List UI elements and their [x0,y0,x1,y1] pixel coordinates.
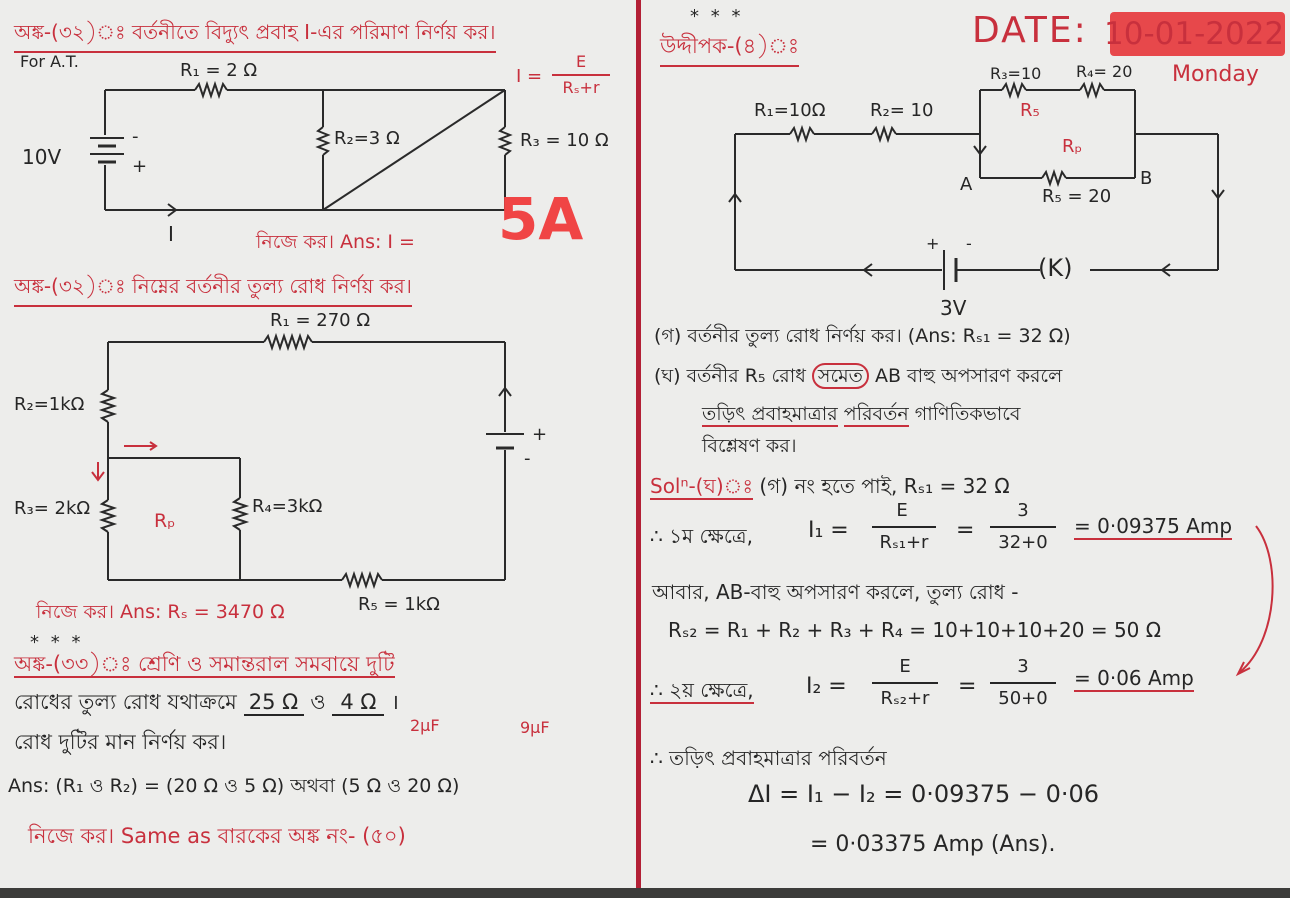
day-label: Monday [1172,62,1259,87]
c3-r3-label: R₃=10 [990,64,1042,83]
p3-line3: রোধ দুটির মান নির্ণয় কর। [14,730,227,754]
again-line: আবার, AB-বাহু অপসারণ করলে, তুল্য রোধ - [652,580,1019,604]
q-gha-1-circled: সমেত [812,363,869,389]
solution-label: Solⁿ-(ঘ)ঃ [650,474,754,498]
p1-self-answer: নিজে কর। Ans: I = [256,231,415,253]
p2-r1-label: R₁ = 270 Ω [270,310,371,331]
p1-formula-bar [552,74,610,76]
case2-den2: 50+0 [998,688,1048,709]
p2-battery-pos: + [532,424,548,445]
p1-formula-den: Rₛ+r [562,78,600,97]
case1-bar2 [990,526,1056,528]
p3-line2-end: । [391,690,400,714]
p3-sub2: 9µF [520,718,550,737]
p3-line2 [14,686,399,721]
stimulus-4-heading: উদ্দীপক-(৪)ঃ [660,30,799,67]
p3-val1: 25 Ω [244,690,304,716]
question-gha-line2 [702,400,1021,432]
p3-sub1: 2µF [410,716,440,735]
q-gha-2-pre: তড়িৎ প্রবাহমাত্রার [702,403,838,425]
case1-bar [872,526,936,528]
p2-r4-label: R₄=3kΩ [252,496,323,517]
p1-current-label: I [168,222,174,246]
p1-formula-lhs: I = [516,66,543,87]
p1-formula-num: E [575,52,587,71]
question-gha-line1 [654,362,1062,394]
case1-den2: 32+0 [998,532,1048,553]
solution-text: (গ) নং হতে পাই, Rₛ₁ = 32 Ω [759,474,1010,498]
case2-result-text: = 0·06 Amp [1074,666,1194,690]
p1-r3-label: R₃ = 10 Ω [520,130,609,151]
question-ga: (গ) বর্তনীর তুল্য রোধ নির্ণয় কর। (Ans: Rₛ₁ = 32 Ω) [654,325,1071,347]
case1-eq: = [956,518,975,543]
p2-rp-label: Rₚ [154,510,176,532]
c3-r5-red-label: R₅ [1020,100,1040,121]
q-gha-2-post: গাণিতিকভাবে [914,403,1021,425]
p1-battery-label: 10V [22,145,62,169]
c3-r2-label: R₂= 10 [870,100,934,121]
q-gha-1-post: AB বাহু অপসারণ করলে [874,365,1063,387]
c3-battery-neg: - [966,234,972,253]
case1-label: ∴ ১ম ক্ষেত্রে, [650,524,753,548]
c3-battery-pos: + [926,234,940,253]
p2-answer: নিজে কর। Ans: Rₛ = 3470 Ω [36,601,285,623]
p2-battery-neg: - [524,448,531,469]
case2-bar2 [990,682,1056,684]
case1-result-text: = 0·09375 Amp [1074,514,1233,538]
delta-line: ΔI = I₁ − I₂ = 0·09375 − 0·06 [748,780,1100,808]
board-frame-bottom [0,888,1290,898]
p2-r3-label: R₃= 2kΩ [14,498,91,519]
problem-33-heading [14,648,395,683]
p3-answer: Ans: (R₁ ও R₂) = (20 Ω ও 5 Ω) অথবা (5 Ω ও 20 Ω) [8,775,460,797]
p1-answer-5a: 5A [498,185,584,253]
p3-line2-pre: রোধের তুল্য রোধ যথাক্রমে [14,690,237,714]
case1-lhs: I₁ = [808,518,849,543]
case1-den: Rₛ₁+r [879,532,929,553]
case2-num2: 3 [1017,656,1029,677]
p2-r2-label: R₂=1kΩ [14,394,85,415]
p1-battery-neg: - [132,126,139,147]
circuit-2 [0,300,636,600]
for-at-note: For A.T. [20,52,79,71]
case1-num2: 3 [1017,500,1029,521]
p3-stars: * * * [30,632,84,653]
c3-node-b: B [1140,168,1153,189]
solution-line [650,472,1010,505]
date-label: DATE: [972,10,1088,51]
case2-result [1074,666,1194,690]
circuit-3 [640,0,1290,320]
p3-val2: 4 Ω [332,690,384,716]
change-label: ∴ তড়িৎ প্রবাহমাত্রার পরিবর্তন [650,746,887,770]
p1-r1-label: R₁ = 2 Ω [180,60,258,81]
c3-rp-label: Rₚ [1062,136,1083,157]
p2-r5-label: R₅ = 1kΩ [358,594,440,615]
c3-key-label[interactable]: (K) [1038,254,1073,282]
case2-num: E [899,656,911,677]
p3-line2-mid: ও [310,690,326,714]
red-arrow-link [1200,520,1290,690]
rs2-line: Rₛ₂ = R₁ + R₂ + R₃ + R₄ = 10+10+10+20 = 50 Ω [668,618,1162,642]
q-gha-1-pre: (ঘ) বর্তনীর R₅ রোধ [654,365,806,387]
delta-result: = 0·03375 Amp (Ans). [810,832,1056,857]
case2-den: Rₛ₂+r [880,688,930,709]
c3-r4-label: R₄= 20 [1076,62,1133,81]
p3-heading-text: অঙ্ক-(৩৩)ঃ শ্রেণি ও সমান্তরাল সমবায়ে দুটি [14,652,395,676]
case2-lhs: I₂ = [806,674,847,699]
p1-r2-label: R₂=3 Ω [334,128,400,149]
p1-battery-pos: + [132,156,148,177]
right-stars: * * * [690,6,744,27]
c3-r5-value-label: R₅ = 20 [1042,186,1112,207]
date-value: 10-01-2022 [1104,16,1285,52]
case1-num: E [896,500,908,521]
question-gha-line3: বিশ্লেষণ কর। [702,435,797,457]
c3-r1-label: R₁=10Ω [754,100,826,121]
case2-bar [872,682,938,684]
problem-32a-heading: অঙ্ক-(৩২)ঃ বর্তনীতে বিদ্যুৎ প্রবাহ I-এর পরিমাণ নির্ণয় কর। [14,18,496,53]
problem-32b-heading: অঙ্ক-(৩২)ঃ নিম্নের বর্তনীর তুল্য রোধ নির্ণয় কর। [14,272,412,307]
case2-label-text: ∴ ২য় ক্ষেত্রে, [650,678,754,702]
p3-footer: নিজে কর। Same as বারকের অঙ্ক নং- (৫০) [28,824,406,848]
case2-label [650,676,754,709]
c3-battery-label: 3V [940,296,967,320]
q-gha-2-underlined: পরিবর্তন [843,403,909,425]
c3-node-a: A [960,174,973,195]
case2-eq: = [958,674,977,699]
